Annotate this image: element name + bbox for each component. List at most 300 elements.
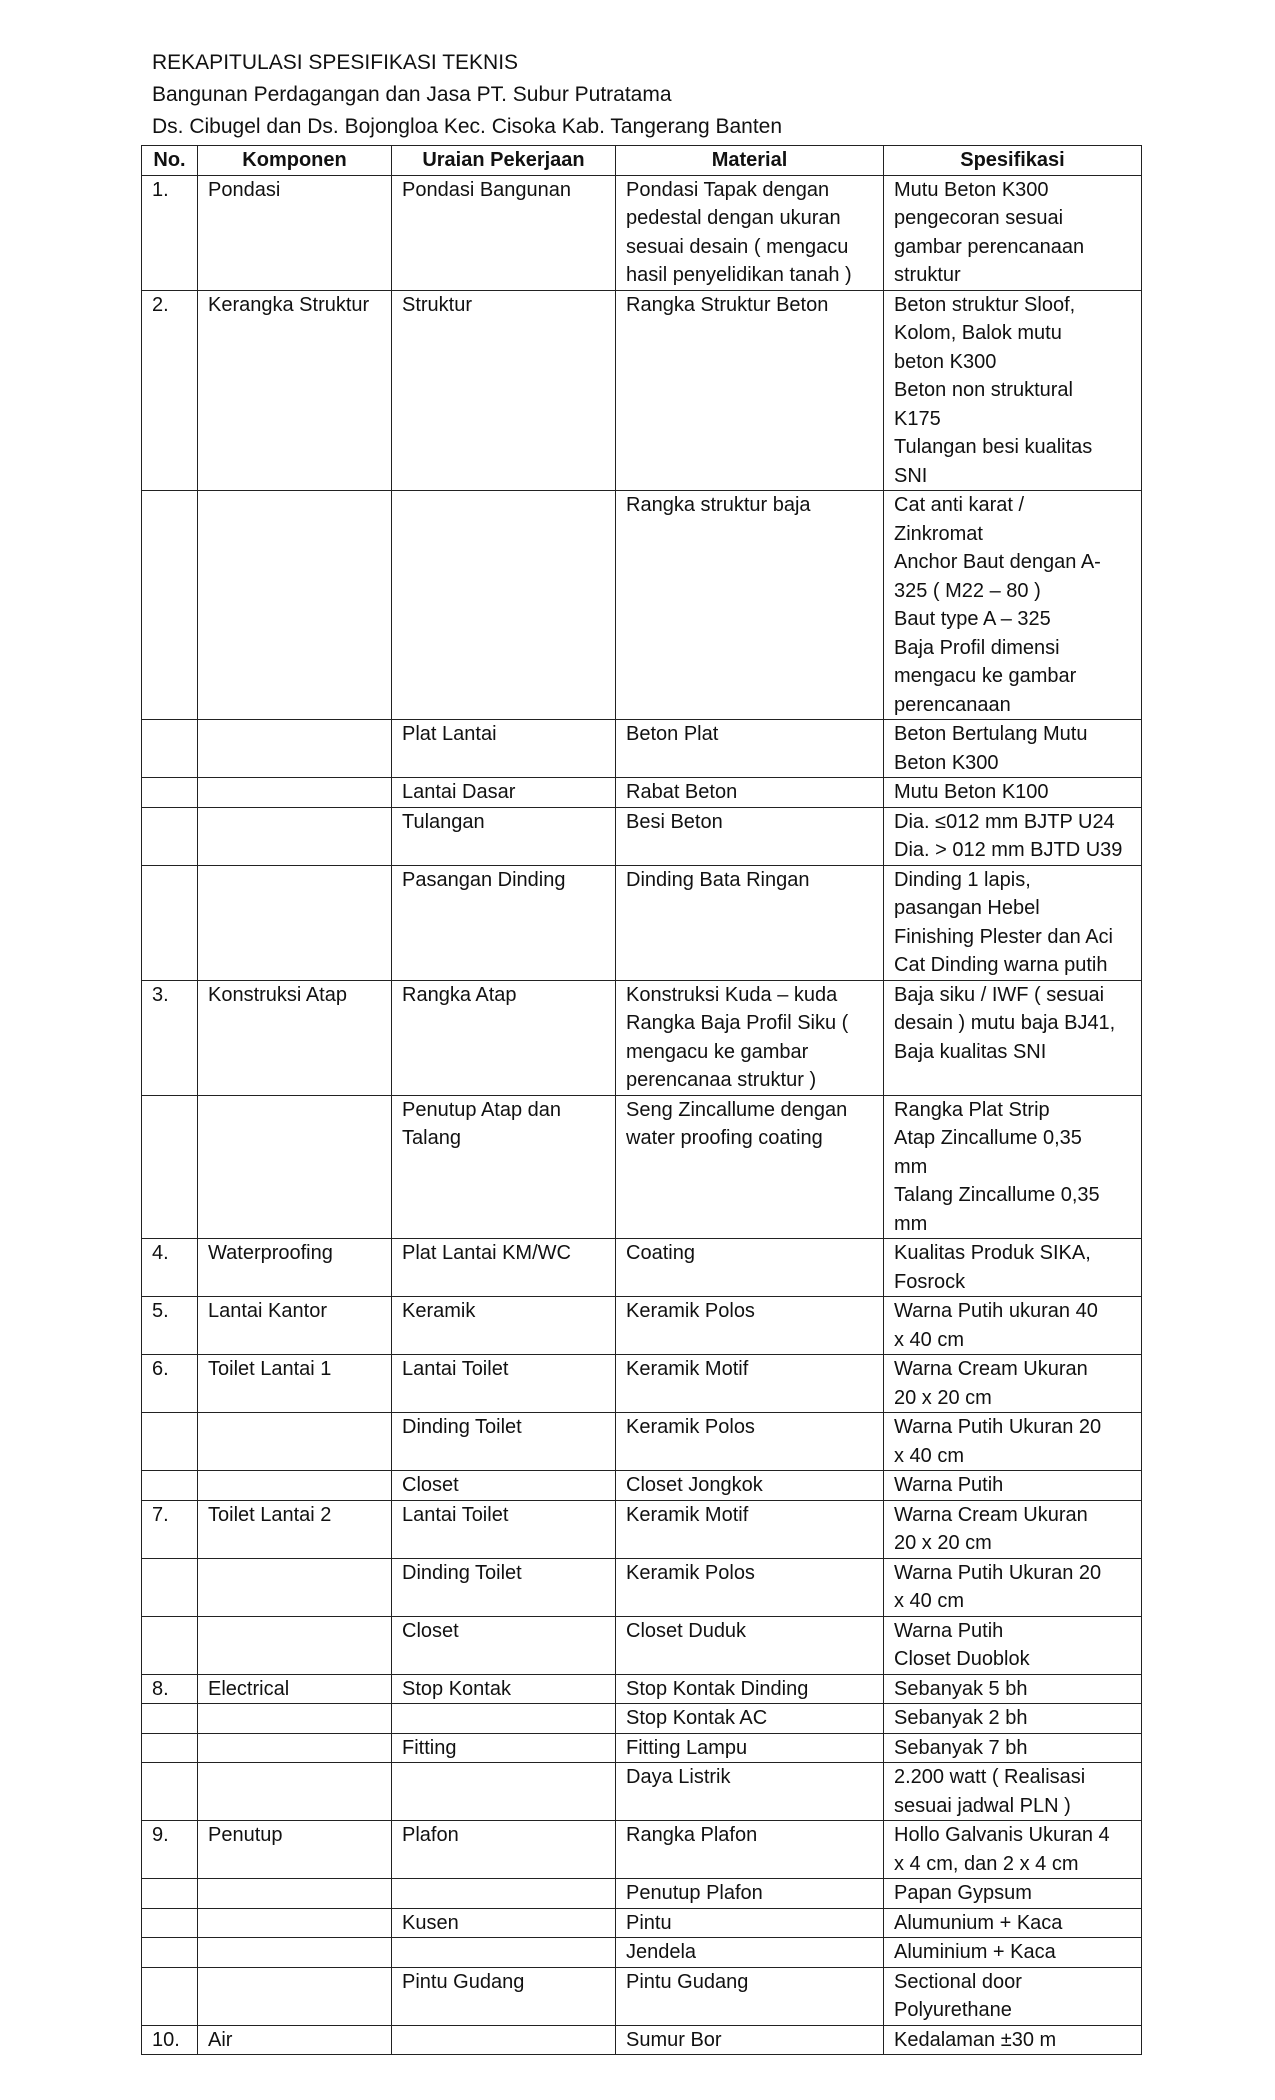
cell-text: Lantai Kantor (208, 1300, 327, 1322)
cell-no (142, 807, 198, 865)
cell-spesifikasi (884, 1239, 1142, 1297)
cell-spesifikasi (884, 1938, 1142, 1968)
cell-no (142, 2025, 198, 2055)
cell-uraian (392, 1908, 616, 1938)
table-row (142, 1095, 1142, 1239)
cell-text: Penutup Plafon (626, 1882, 763, 1904)
cell-komponen (198, 1879, 392, 1909)
cell-text: mm (894, 1155, 928, 1178)
cell-no (142, 175, 198, 290)
cell-uraian (392, 1239, 616, 1297)
cell-text: Toilet Lantai 1 (208, 1358, 332, 1380)
cell-material (616, 1938, 884, 1968)
table-row (142, 1297, 1142, 1355)
cell-text: Beton Bertulang Mutu (894, 723, 1088, 745)
cell-no (142, 1704, 198, 1734)
cell-text: mengacu ke gambar (894, 665, 1077, 687)
column-header-no: No. (142, 146, 198, 176)
document-title: REKAPITULASI SPESIFIKASI TEKNIS (152, 51, 519, 74)
cell-no (142, 1967, 198, 2025)
cell-text: Lantai Dasar (402, 781, 516, 803)
cell-material (616, 1674, 884, 1704)
cell-text: gambar perencanaan (894, 235, 1085, 258)
table-row (142, 1938, 1142, 1968)
cell-text: 8. (152, 1677, 169, 1700)
cell-text: x 40 cm (894, 1590, 965, 1612)
cell-material (616, 1763, 884, 1821)
cell-text: Polyurethane (894, 1999, 1012, 2021)
column-header-komponen: Komponen (198, 146, 392, 176)
cell-spesifikasi (884, 175, 1142, 290)
table-row (142, 1967, 1142, 2025)
cell-text: 20 x 20 cm (894, 1532, 992, 1554)
cell-text: Talang (402, 1127, 461, 1149)
cell-text: Rangka Atap (402, 983, 517, 1006)
cell-text: Baja Profil dimensi (894, 636, 1060, 659)
cell-uraian (392, 491, 616, 720)
cell-komponen (198, 1297, 392, 1355)
cell-text: K175 (894, 407, 941, 430)
cell-text: Dinding 1 lapis, (894, 868, 1031, 891)
cell-text: Kualitas Produk SIKA, (894, 1242, 1091, 1264)
cell-text: 6. (152, 1358, 169, 1380)
cell-text: Pondasi Tapak dengan (626, 178, 830, 201)
cell-text: Lantai Toilet (402, 1503, 509, 1526)
table-row (142, 1558, 1142, 1616)
cell-text: Atap Zincallume 0,35 (894, 1127, 1082, 1149)
cell-text: Cat anti karat / (894, 494, 1025, 516)
table-row (142, 175, 1142, 290)
cell-text: x 40 cm (894, 1328, 965, 1351)
table-row (142, 1821, 1142, 1879)
cell-no (142, 1674, 198, 1704)
cell-no (142, 1239, 198, 1297)
cell-spesifikasi (884, 1297, 1142, 1355)
cell-text: Mutu Beton K100 (894, 781, 1049, 803)
cell-material (616, 1413, 884, 1471)
table-row (142, 1674, 1142, 1704)
cell-material (616, 778, 884, 808)
table-row (142, 1733, 1142, 1763)
cell-komponen (198, 865, 392, 980)
cell-material (616, 1821, 884, 1879)
cell-komponen (198, 980, 392, 1095)
cell-spesifikasi (884, 778, 1142, 808)
cell-uraian (392, 2025, 616, 2055)
cell-uraian (392, 778, 616, 808)
cell-text: 5. (152, 1300, 169, 1322)
cell-text: Keramik Polos (626, 1561, 755, 1584)
cell-text: Fitting (402, 1736, 457, 1759)
cell-uraian (392, 1095, 616, 1239)
cell-text: Rangka Plafon (626, 1824, 758, 1846)
cell-text: Papan Gypsum (894, 1882, 1032, 1904)
cell-text: Kolom, Balok mutu (894, 322, 1062, 344)
cell-no (142, 1355, 198, 1413)
cell-text: Dinding Toilet (402, 1561, 522, 1584)
cell-text: Stop Kontak AC (626, 1707, 768, 1729)
cell-uraian (392, 980, 616, 1095)
cell-material (616, 2025, 884, 2055)
cell-komponen (198, 1095, 392, 1239)
cell-text: 2. (152, 293, 169, 316)
cell-spesifikasi (884, 1704, 1142, 1734)
cell-no (142, 1095, 198, 1239)
cell-text: Closet (402, 1619, 459, 1642)
cell-text: Struktur (402, 293, 473, 316)
cell-text: Closet Jongkok (626, 1474, 763, 1496)
cell-text: 1. (152, 178, 169, 201)
cell-text: Beton Plat (626, 723, 719, 745)
cell-text: Sebanyak 5 bh (894, 1677, 1028, 1700)
cell-uraian (392, 1413, 616, 1471)
cell-text: Fitting Lampu (626, 1736, 748, 1759)
cell-no (142, 778, 198, 808)
cell-material (616, 491, 884, 720)
cell-text: Baut type A – 325 (894, 608, 1051, 630)
cell-material (616, 980, 884, 1095)
cell-no (142, 1558, 198, 1616)
cell-komponen (198, 1733, 392, 1763)
cell-text: Kerangka Struktur (208, 293, 370, 316)
cell-text: Baja siku / IWF ( sesuai (894, 983, 1105, 1006)
cell-no (142, 720, 198, 778)
cell-text: struktur (894, 264, 961, 286)
cell-material (616, 807, 884, 865)
cell-spesifikasi (884, 290, 1142, 491)
table-row (142, 1704, 1142, 1734)
cell-material (616, 1704, 884, 1734)
table-row (142, 1239, 1142, 1297)
cell-material (616, 1879, 884, 1909)
cell-no (142, 1821, 198, 1879)
cell-text: Warna Putih (894, 1474, 1004, 1496)
table-header-row (142, 146, 1142, 176)
cell-text: Coating (626, 1242, 695, 1264)
cell-text: sesuai jadwal PLN ) (894, 1794, 1071, 1817)
table-row (142, 1616, 1142, 1674)
cell-text: x 4 cm, dan 2 x 4 cm (894, 1852, 1079, 1875)
cell-text: Finishing Plester dan Aci (894, 925, 1114, 948)
cell-uraian (392, 1821, 616, 1879)
cell-text: mm (894, 1212, 928, 1235)
cell-text: Plat Lantai KM/WC (402, 1242, 571, 1264)
cell-no (142, 980, 198, 1095)
table-row (142, 1763, 1142, 1821)
cell-text: Beton struktur Sloof, (894, 293, 1076, 316)
cell-no (142, 1616, 198, 1674)
cell-text: 4. (152, 1242, 169, 1264)
cell-text: Pondasi Bangunan (402, 178, 572, 201)
cell-uraian (392, 720, 616, 778)
cell-spesifikasi (884, 1558, 1142, 1616)
cell-text: pedestal dengan ukuran (626, 207, 841, 229)
cell-text: Warna Putih Ukuran 20 (894, 1416, 1102, 1438)
cell-text: Rabat Beton (626, 781, 738, 803)
cell-komponen (198, 175, 392, 290)
cell-text: Warna Cream Ukuran (894, 1503, 1088, 1526)
cell-text: Tulangan besi kualitas (894, 436, 1093, 458)
cell-text: Zinkromat (894, 522, 983, 545)
cell-text: Keramik Polos (626, 1300, 755, 1322)
cell-text: Dinding Bata Ringan (626, 868, 810, 891)
table-body (142, 175, 1142, 2055)
table-row (142, 778, 1142, 808)
table-row (142, 1355, 1142, 1413)
cell-text: Lantai Toilet (402, 1358, 509, 1380)
table-row (142, 980, 1142, 1095)
cell-uraian (392, 290, 616, 491)
cell-komponen (198, 290, 392, 491)
cell-text: pasangan Hebel (894, 897, 1040, 919)
cell-uraian (392, 1967, 616, 2025)
specification-table (141, 145, 1142, 2055)
table-row (142, 1908, 1142, 1938)
cell-komponen (198, 1413, 392, 1471)
cell-text: 3. (152, 983, 169, 1006)
cell-text: Keramik Motif (626, 1503, 749, 1526)
cell-no (142, 1733, 198, 1763)
cell-uraian (392, 1471, 616, 1501)
cell-uraian (392, 1938, 616, 1968)
cell-spesifikasi (884, 1471, 1142, 1501)
cell-text: Sebanyak 2 bh (894, 1707, 1028, 1729)
cell-text: Penutup Atap dan (402, 1098, 562, 1121)
cell-text: Dinding Toilet (402, 1416, 522, 1438)
cell-text: Sectional door (894, 1970, 1022, 1993)
document-subtitle: Bangunan Perdagangan dan Jasa PT. Subur Putratama (152, 83, 672, 106)
cell-text: Mutu Beton K300 (894, 178, 1049, 201)
table-row (142, 865, 1142, 980)
cell-material (616, 290, 884, 491)
cell-spesifikasi (884, 491, 1142, 720)
cell-komponen (198, 1763, 392, 1821)
cell-text: 2.200 watt ( Realisasi (894, 1766, 1086, 1788)
cell-text: Warna Cream Ukuran (894, 1358, 1088, 1380)
cell-text: Rangka Struktur Beton (626, 293, 829, 316)
cell-no (142, 1471, 198, 1501)
cell-material (616, 1616, 884, 1674)
cell-text: Warna Putih ukuran 40 (894, 1300, 1098, 1322)
cell-komponen (198, 1500, 392, 1558)
cell-no (142, 1908, 198, 1938)
cell-text: Closet Duduk (626, 1619, 747, 1642)
cell-uraian (392, 1558, 616, 1616)
cell-text: water proofing coating (626, 1127, 823, 1149)
cell-text: Jendela (626, 1941, 697, 1963)
cell-spesifikasi (884, 720, 1142, 778)
cell-text: Plafon (402, 1824, 459, 1846)
cell-spesifikasi (884, 1674, 1142, 1704)
table-row (142, 2025, 1142, 2055)
cell-text: 20 x 20 cm (894, 1386, 992, 1409)
cell-text: Daya Listrik (626, 1766, 731, 1788)
cell-material (616, 1908, 884, 1938)
cell-text: x 40 cm (894, 1444, 965, 1467)
cell-komponen (198, 1938, 392, 1968)
table-row (142, 491, 1142, 720)
cell-text: Alumunium + Kaca (894, 1911, 1063, 1934)
cell-text: Hollo Galvanis Ukuran 4 (894, 1824, 1110, 1846)
cell-text: hasil penyelidikan tanah ) (626, 264, 852, 286)
cell-text: Aluminium + Kaca (894, 1941, 1056, 1963)
cell-spesifikasi (884, 1733, 1142, 1763)
cell-komponen (198, 807, 392, 865)
document-location: Ds. Cibugel dan Ds. Bojongloa Kec. Cisoka Kab. Tangerang Banten (152, 115, 783, 138)
cell-spesifikasi (884, 1821, 1142, 1879)
cell-text: Closet Duoblok (894, 1648, 1030, 1670)
cell-uraian (392, 1879, 616, 1909)
cell-text: Dia. > 012 mm BJTD U39 (894, 839, 1123, 861)
cell-komponen (198, 720, 392, 778)
cell-spesifikasi (884, 1616, 1142, 1674)
cell-text: mengacu ke gambar (626, 1040, 809, 1063)
cell-komponen (198, 1471, 392, 1501)
cell-text: perencanaan (894, 693, 1011, 716)
cell-material (616, 175, 884, 290)
table-header (142, 146, 1142, 176)
cell-material (616, 1095, 884, 1239)
cell-text: Rangka struktur baja (626, 494, 811, 516)
cell-text: 10. (152, 2028, 180, 2051)
cell-no (142, 1413, 198, 1471)
cell-spesifikasi (884, 1763, 1142, 1821)
cell-spesifikasi (884, 807, 1142, 865)
cell-spesifikasi (884, 1500, 1142, 1558)
cell-material (616, 1967, 884, 2025)
cell-spesifikasi (884, 1095, 1142, 1239)
cell-no (142, 290, 198, 491)
cell-text: SNI (894, 464, 928, 487)
table-row (142, 1879, 1142, 1909)
cell-no (142, 1297, 198, 1355)
cell-spesifikasi (884, 980, 1142, 1095)
cell-text: Pintu Gudang (402, 1970, 525, 1993)
cell-uraian (392, 1616, 616, 1674)
cell-text: Closet (402, 1474, 459, 1496)
cell-text: 7. (152, 1503, 169, 1526)
cell-uraian (392, 1704, 616, 1734)
cell-material (616, 865, 884, 980)
cell-text: Talang Zincallume 0,35 (894, 1184, 1100, 1206)
cell-text: Air (208, 2028, 233, 2051)
cell-komponen (198, 1704, 392, 1734)
cell-komponen (198, 1355, 392, 1413)
cell-komponen (198, 491, 392, 720)
cell-text: Pondasi (208, 178, 281, 201)
document-header (152, 47, 1152, 143)
cell-text: Keramik (402, 1300, 476, 1322)
cell-no (142, 1763, 198, 1821)
cell-spesifikasi (884, 1967, 1142, 2025)
cell-text: Kusen (402, 1911, 459, 1934)
cell-material (616, 1558, 884, 1616)
cell-no (142, 1500, 198, 1558)
cell-text: Konstruksi Kuda – kuda (626, 983, 838, 1006)
cell-material (616, 1239, 884, 1297)
cell-text: Warna Putih Ukuran 20 (894, 1561, 1102, 1584)
column-header-spesifikasi: Spesifikasi (884, 146, 1142, 176)
cell-text: Anchor Baut dengan A- (894, 551, 1101, 573)
cell-material (616, 1355, 884, 1413)
cell-komponen (198, 1558, 392, 1616)
table-row (142, 1471, 1142, 1501)
cell-text: Sumur Bor (626, 2028, 722, 2051)
cell-material (616, 1297, 884, 1355)
cell-text: Kedalaman ±30 m (894, 2028, 1057, 2051)
cell-no (142, 1879, 198, 1909)
column-header-material: Material (616, 146, 884, 176)
table-row (142, 807, 1142, 865)
table-row (142, 1413, 1142, 1471)
cell-material (616, 1500, 884, 1558)
cell-text: Seng Zincallume dengan (626, 1098, 848, 1121)
cell-text: perencanaa struktur ) (626, 1069, 817, 1091)
cell-spesifikasi (884, 2025, 1142, 2055)
cell-text: Stop Kontak (402, 1677, 511, 1700)
cell-komponen (198, 1674, 392, 1704)
cell-text: Plat Lantai (402, 723, 497, 745)
cell-text: Stop Kontak Dinding (626, 1677, 809, 1700)
cell-text: pengecoran sesuai (894, 207, 1064, 229)
cell-komponen (198, 1967, 392, 2025)
cell-uraian (392, 1355, 616, 1413)
cell-text: Rangka Plat Strip (894, 1098, 1050, 1121)
cell-text: sesuai desain ( mengacu (626, 235, 849, 258)
cell-uraian (392, 1733, 616, 1763)
cell-komponen (198, 1239, 392, 1297)
cell-text: Dia. ≤012 mm BJTP U24 (894, 810, 1115, 833)
table-row (142, 290, 1142, 491)
cell-text: Fosrock (894, 1270, 966, 1293)
cell-text: Toilet Lantai 2 (208, 1503, 332, 1526)
cell-spesifikasi (884, 1879, 1142, 1909)
cell-text: Cat Dinding warna putih (894, 954, 1108, 976)
cell-komponen (198, 778, 392, 808)
table-row (142, 1500, 1142, 1558)
cell-uraian (392, 1500, 616, 1558)
cell-uraian (392, 807, 616, 865)
cell-text: Beton K300 (894, 751, 999, 774)
column-header-uraian: Uraian Pekerjaan (392, 146, 616, 176)
cell-text: Warna Putih (894, 1619, 1004, 1642)
cell-text: Keramik Motif (626, 1358, 749, 1380)
cell-spesifikasi (884, 1413, 1142, 1471)
cell-uraian (392, 865, 616, 980)
cell-komponen (198, 1908, 392, 1938)
cell-text: Penutup (208, 1824, 283, 1846)
cell-text: Pintu Gudang (626, 1970, 749, 1993)
table-row (142, 720, 1142, 778)
cell-spesifikasi (884, 1355, 1142, 1413)
cell-text: Tulangan (402, 810, 485, 833)
cell-text: Besi Beton (626, 810, 723, 833)
cell-text: Keramik Polos (626, 1416, 755, 1438)
cell-text: 325 ( M22 – 80 ) (894, 579, 1041, 602)
cell-text: Konstruksi Atap (208, 983, 347, 1006)
cell-material (616, 720, 884, 778)
cell-text: Baja kualitas SNI (894, 1040, 1047, 1063)
cell-text: Beton non struktural (894, 379, 1073, 401)
cell-komponen (198, 1821, 392, 1879)
cell-uraian (392, 1674, 616, 1704)
cell-spesifikasi (884, 865, 1142, 980)
cell-uraian (392, 1297, 616, 1355)
cell-material (616, 1471, 884, 1501)
cell-text: Rangka Baja Profil Siku ( (626, 1012, 849, 1034)
cell-spesifikasi (884, 1908, 1142, 1938)
cell-komponen (198, 1616, 392, 1674)
